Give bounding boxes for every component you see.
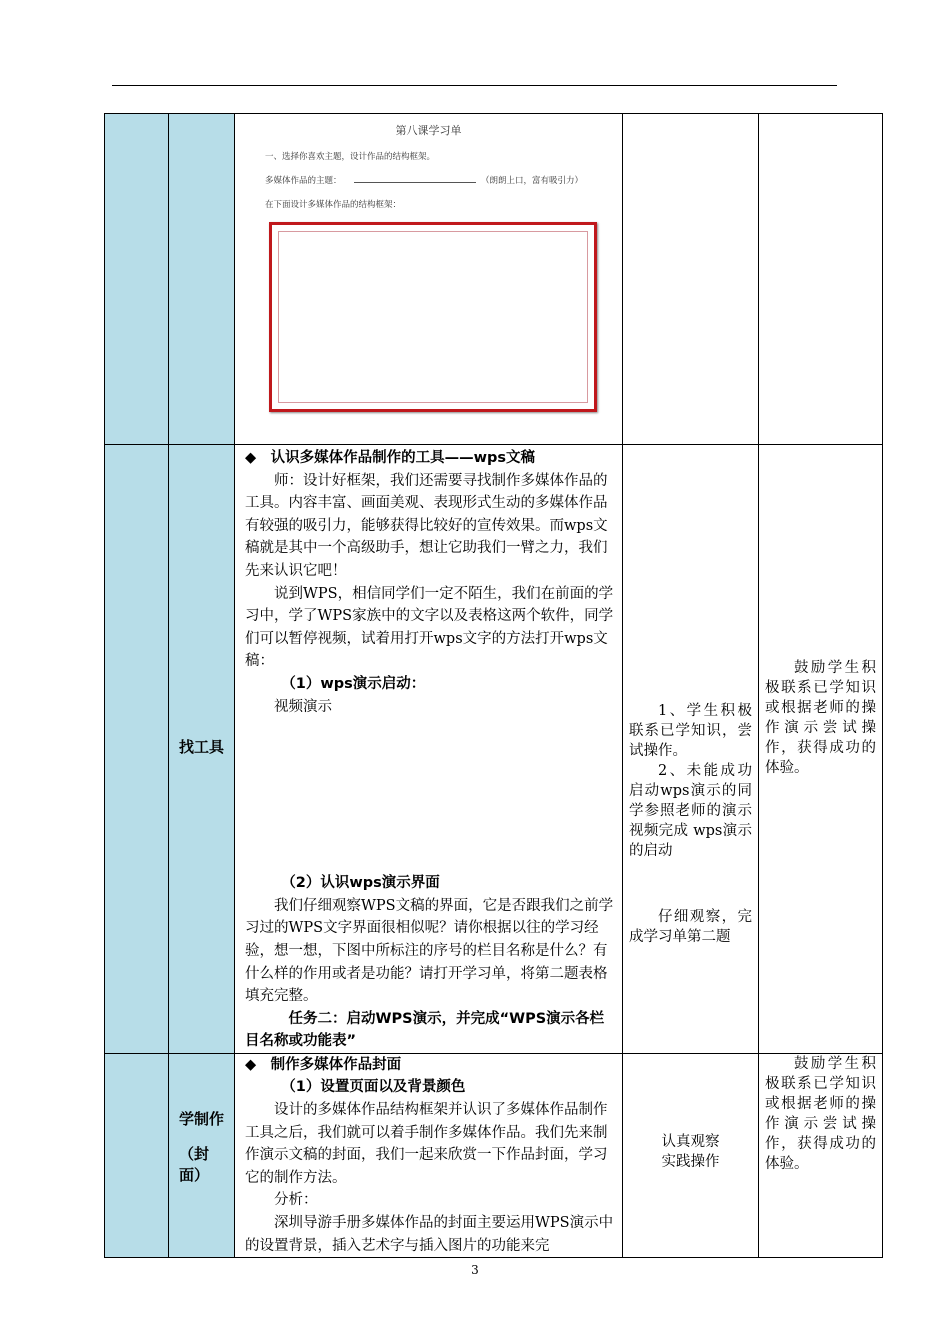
design-intent: 鼓励学生积极联系已学知识或根据老师的操作演示尝试操作，获得成功的体验。 (765, 660, 876, 776)
student-cell (623, 114, 759, 445)
row-label-make: 学制作 (179, 1109, 225, 1128)
paragraph: 说到WPS，相信同学们一定不陌生，我们在前面的学习中，学了WPS家族中的文字以及表格这两个软件，同学们可以暂停视频，试着用打开wps文字的方法打开wps文稿： (245, 585, 614, 670)
content-cell (235, 1053, 623, 1257)
worksheet-image (235, 114, 622, 444)
worksheet-line3: 在下面设计多媒体作品的结构框架： (265, 200, 402, 210)
student-activity: 仔细观察，完成学习单第二题 (629, 909, 752, 945)
student-activity: 认真观察 (661, 1133, 720, 1150)
subheading: （1）设置页面以及背景颜色 (281, 1079, 466, 1096)
paragraph: 我们仔细观察WPS文稿的界面，它是否跟我们之前学习过的WPS文字界面很相似呢？请你根据以往的学习经验，想一想，下图中所标注的序号的栏目名称是什么？有什么样的作用或者是功能？请打开学习单，将第二题表格填充完整。 (245, 897, 614, 1005)
video-placeholder (245, 718, 616, 872)
table-row (105, 445, 883, 1054)
framework-box (269, 222, 597, 412)
label-cell (169, 114, 235, 445)
section-heading: ◆ 制作多媒体作品封面 (245, 1056, 402, 1073)
student-activity: 1、学生积极联系已学知识，尝试操作。 (629, 703, 752, 759)
intent-cell (759, 114, 883, 445)
paragraph: 师：设计好框架，我们还需要寻找制作多媒体作品的工具。内容丰富、画面美观、表现形式生动的多媒体作品有较强的吸引力，能够获得比较好的宣传效果。而wps文稿就是其中一个高级助手，想让它助我们一臂之力，我们先来认识它吧！ (245, 472, 608, 579)
worksheet-line2-label: 多媒体作品的主题： (265, 176, 342, 186)
design-intent: 鼓励学生积极联系已学知识或根据老师的操作演示尝试操作，获得成功的体验。 (765, 1055, 876, 1172)
row-label-tools: 找工具 (179, 738, 225, 757)
label-cell (169, 445, 235, 1054)
content-cell (235, 445, 623, 1054)
page-number: 3 (471, 1263, 479, 1277)
content-cell (235, 114, 623, 445)
video-note: 视频演示 (274, 698, 332, 715)
worksheet-line2-hint: （朗朗上口，富有吸引力） (481, 176, 584, 186)
student-cell (623, 1053, 759, 1257)
intent-cell (759, 445, 883, 1054)
subheading: （1）wps演示启动： (281, 675, 426, 692)
section-heading: ◆ 认识多媒体作品制作的工具——wps文稿 (245, 450, 536, 466)
table-row (105, 1053, 883, 1257)
lesson-table (104, 113, 883, 1258)
paragraph: 深圳导游手册多媒体作品的封面主要运用WPS演示中的设置背景，插入艺术字与插入图片的功能来完 (245, 1215, 614, 1254)
stage-cell (105, 445, 169, 1054)
student-cell (623, 445, 759, 1054)
student-activity: 2、未能成功启动wps演示的同学参照老师的演示视频完成 wps演示的启动 (629, 763, 752, 859)
subheading: （2）认识wps演示界面 (281, 875, 440, 892)
stage-cell (105, 114, 169, 445)
worksheet-title: 第八课学习单 (395, 124, 462, 137)
intent-cell (759, 1053, 883, 1257)
student-activity: 实践操作 (661, 1153, 720, 1170)
stage-cell (105, 1053, 169, 1257)
analysis-label: 分析： (274, 1192, 318, 1209)
paragraph: 设计的多媒体作品结构框架并认识了多媒体作品制作工具之后，我们就可以着手制作多媒体作品。我们先来制作演示文稿的封面，我们一起来欣赏一下作品封面，学习它的制作方法。 (245, 1102, 608, 1186)
task-text: 任务二：启动WPS演示，并完成“WPS演示各栏目名称或功能表” (245, 1010, 605, 1050)
table-row (105, 114, 883, 445)
worksheet-blank (354, 182, 476, 183)
worksheet-line1: 一、选择你喜欢主题，设计作品的结构框架。 (265, 152, 436, 162)
label-cell: 学制作 （封 面） (169, 1053, 235, 1257)
header-rule (112, 85, 837, 86)
